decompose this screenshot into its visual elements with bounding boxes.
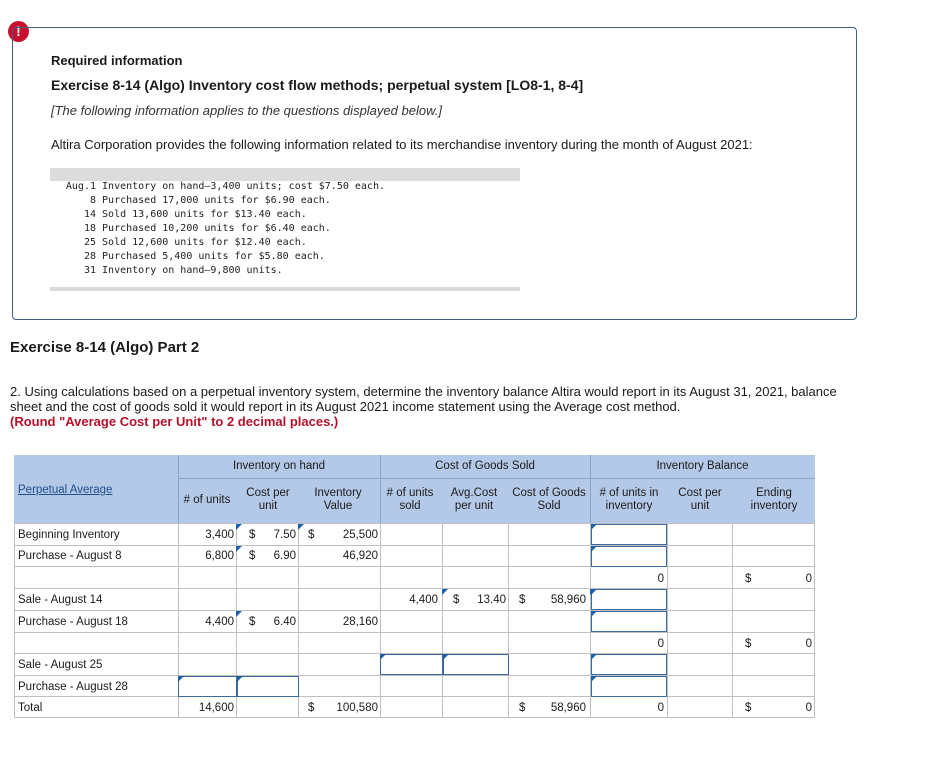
data-line: 8 Purchased 17,000 units for $6.90 each. — [89, 195, 331, 206]
grid-line — [508, 523, 509, 718]
question-text — [10, 384, 850, 429]
input-marker-icon — [236, 524, 242, 530]
purchase18-units: 4,400 — [205, 616, 234, 628]
currency-symbol: $ — [519, 594, 526, 606]
input-marker-icon — [236, 611, 242, 617]
required-information-label: Required information — [51, 53, 183, 68]
row-label-purchase-aug-28: Purchase - August 28 — [18, 681, 128, 693]
subtotal1-units-in-inventory: 0 — [657, 573, 664, 585]
group-header-inventory-balance: Inventory Balance — [656, 460, 749, 472]
sale14-avg-cost: 13.40 — [477, 594, 506, 606]
purchase8-units: 6,800 — [205, 550, 234, 562]
data-line: 18 Purchased 10,200 units for $6.40 each. — [83, 223, 331, 234]
col-header-units-sold: # of units sold — [386, 487, 434, 512]
purchase8-inventory-value: 46,920 — [342, 550, 378, 562]
input-sale25-units-in-inventory[interactable] — [591, 654, 667, 675]
row-label-total: Total — [18, 702, 43, 714]
total-ending-inventory: 0 — [805, 702, 812, 714]
currency-symbol: $ — [745, 638, 752, 650]
grid-line — [442, 523, 443, 718]
beginning-cost-per-unit: 7.50 — [273, 529, 296, 541]
col-header-balance-cost-per-unit: Cost per unit — [678, 487, 722, 512]
grid-line — [732, 523, 733, 718]
row-label-sale-aug-14: Sale - August 14 — [18, 594, 103, 606]
grid-line — [14, 610, 815, 611]
currency-symbol: $ — [308, 702, 315, 714]
input-sale25-avg-cost[interactable] — [443, 654, 509, 675]
col-header-avg-cost: Avg.Cost per unit — [450, 487, 498, 512]
input-purchase18-units-in-inventory[interactable] — [591, 611, 667, 632]
input-marker-icon — [298, 524, 304, 530]
input-beginning-units-in-inventory[interactable] — [591, 524, 667, 545]
data-line: 25 Sold 12,600 units for $12.40 each. — [83, 237, 307, 248]
data-line: 28 Purchased 5,400 units for $5.80 each. — [83, 251, 325, 262]
currency-symbol: $ — [249, 529, 256, 541]
sale14-cost-of-goods-sold: 58,960 — [550, 594, 586, 606]
grid-line — [14, 632, 815, 633]
purchase18-inventory-value: 28,160 — [342, 616, 378, 628]
row-label-sale-aug-25: Sale - August 25 — [18, 659, 103, 671]
currency-symbol: $ — [453, 594, 460, 606]
perpetual-average-table — [14, 455, 815, 718]
col-header-cost-per-unit: Cost per unit — [246, 487, 290, 512]
group-header-inventory-on-hand: Inventory on hand — [232, 460, 326, 472]
info-note: [The following information applies to the questions displayed below.] — [51, 103, 442, 118]
subtotal2-ending-inventory: 0 — [805, 638, 812, 650]
beginning-units: 3,400 — [205, 529, 234, 541]
total-cost-of-goods-sold: 58,960 — [550, 702, 586, 714]
sale14-units-sold: 4,400 — [409, 594, 438, 606]
grid-line — [14, 545, 815, 546]
col-header-units: # of units — [183, 494, 231, 506]
header-divider — [178, 478, 815, 479]
row-label-beginning-inventory: Beginning Inventory — [18, 529, 120, 541]
required-information-panel — [12, 27, 857, 320]
input-sale14-units-in-inventory[interactable] — [591, 589, 667, 610]
grid-line — [667, 523, 668, 718]
currency-symbol: $ — [519, 702, 526, 714]
grid-line — [14, 717, 815, 718]
total-units: 14,600 — [198, 702, 234, 714]
subtotal2-units-in-inventory: 0 — [657, 638, 664, 650]
grid-line — [814, 523, 815, 718]
data-line: 14 Sold 13,600 units for $13.40 each. — [83, 209, 307, 220]
table-title: Perpetual Average — [18, 484, 113, 496]
group-header-cogs: Cost of Goods Sold — [435, 460, 535, 472]
input-sale25-units-sold[interactable] — [380, 654, 443, 675]
subtotal1-ending-inventory: 0 — [805, 573, 812, 585]
currency-symbol: $ — [745, 702, 752, 714]
data-line: 31 Inventory on hand—9,800 units. — [83, 265, 283, 276]
currency-symbol: $ — [249, 550, 256, 562]
col-header-inventory-value: Inventory Value — [314, 487, 362, 512]
currency-symbol: $ — [308, 529, 315, 541]
data-line: Aug.1 Inventory on hand—3,400 units; cost $7.50 each. — [65, 181, 385, 192]
purchase8-cost-per-unit: 6.90 — [273, 550, 296, 562]
input-marker-icon — [236, 546, 242, 552]
col-header-ending-inventory: Ending inventory — [750, 487, 798, 512]
grid-line — [380, 523, 381, 718]
currency-symbol: $ — [745, 573, 752, 585]
exercise-title: Exercise 8-14 (Algo) Inventory cost flow methods; perpetual system [LO8-1, 8-4] — [51, 77, 584, 93]
grid-line — [14, 588, 815, 589]
col-header-cost-of-goods-sold: Cost of Goods Sold — [512, 487, 586, 512]
inventory-data-block — [50, 168, 520, 291]
grid-line — [14, 523, 15, 718]
grid-line — [14, 566, 815, 567]
question-body: 2. Using calculations based on a perpetual inventory system, determine the inventory balance Altira would report in its August 31, 2021, balance sheet and the cost of goods sold it would report in its August 2021 income statement using the Average cost method. — [10, 384, 837, 414]
col-header-units-in-inventory: # of units in inventory — [599, 487, 659, 512]
purchase18-cost-per-unit: 6.40 — [273, 616, 296, 628]
grid-line — [14, 675, 815, 676]
grid-line — [14, 696, 815, 697]
row-label-purchase-aug-18: Purchase - August 18 — [18, 616, 128, 628]
part-title: Exercise 8-14 (Algo) Part 2 — [10, 339, 200, 356]
rounding-note: (Round "Average Cost per Unit" to 2 decimal places.) — [10, 414, 339, 429]
input-purchase28-units[interactable] — [178, 676, 237, 697]
row-label-purchase-aug-8: Purchase - August 8 — [18, 550, 122, 562]
input-purchase8-units-in-inventory[interactable] — [591, 546, 667, 567]
total-units-in-inventory: 0 — [657, 702, 664, 714]
beginning-inventory-value: 25,500 — [342, 529, 378, 541]
grid-line — [14, 523, 815, 524]
intro-text: Altira Corporation provides the following information related to its merchandise inventory during the month of August 2021: — [51, 137, 753, 152]
input-marker-icon — [442, 589, 448, 595]
currency-symbol: $ — [249, 616, 256, 628]
input-purchase28-units-in-inventory[interactable] — [591, 676, 667, 697]
alert-icon: ! — [8, 21, 29, 42]
total-inventory-value: 100,580 — [336, 702, 378, 714]
input-purchase28-cost-per-unit[interactable] — [237, 676, 299, 697]
